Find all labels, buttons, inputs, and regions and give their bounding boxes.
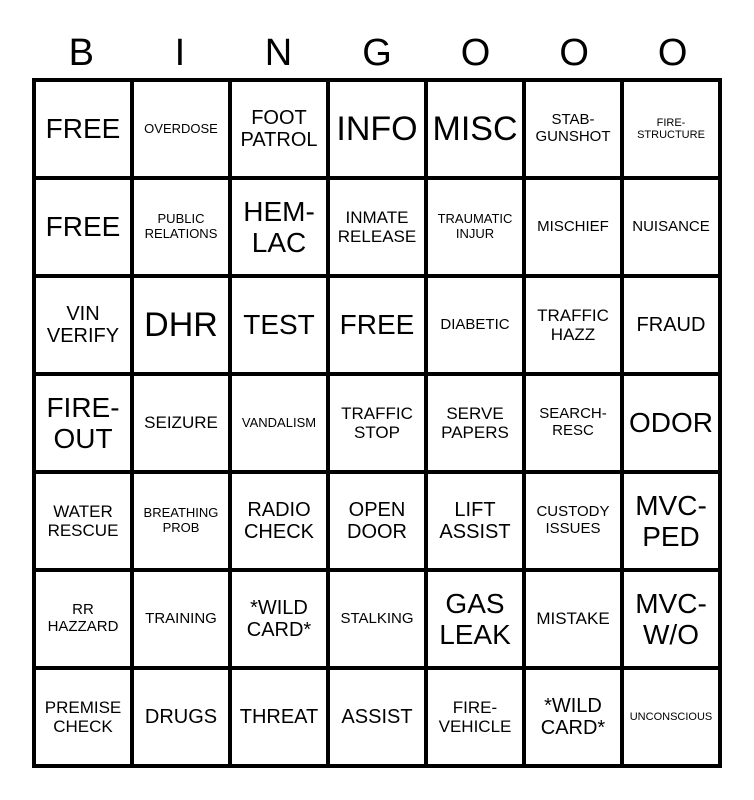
bingo-cell[interactable]: MISTAKE (524, 570, 622, 668)
bingo-cell[interactable]: FOOT PATROL (230, 80, 328, 178)
bingo-cell[interactable]: MISCHIEF (524, 178, 622, 276)
bingo-cell[interactable]: FREE (34, 80, 132, 178)
bingo-cell[interactable]: TEST (230, 276, 328, 374)
bingo-cell[interactable]: NUISANCE (622, 178, 720, 276)
bingo-cell[interactable]: TRAINING (132, 570, 230, 668)
bingo-cell[interactable]: MVC- W/O (622, 570, 720, 668)
bingo-cell[interactable]: BREATHING PROB (132, 472, 230, 570)
bingo-cell[interactable]: VANDALISM (230, 374, 328, 472)
header-letter-b: B (68, 32, 94, 74)
bingo-cell[interactable]: THREAT (230, 668, 328, 766)
bingo-cell[interactable]: TRAFFIC HAZZ (524, 276, 622, 374)
bingo-cell[interactable]: RADIO CHECK (230, 472, 328, 570)
bingo-cell[interactable]: STAB- GUNSHOT (524, 80, 622, 178)
bingo-cell[interactable]: FREE (34, 178, 132, 276)
bingo-cell[interactable]: DIABETIC (426, 276, 524, 374)
bingo-cell[interactable]: FREE (328, 276, 426, 374)
header-letter-i: I (174, 32, 186, 74)
header-letter-o3: O (657, 32, 688, 74)
bingo-cell[interactable]: ASSIST (328, 668, 426, 766)
bingo-cell[interactable]: UNCONSCIOUS (622, 668, 720, 766)
bingo-cell[interactable]: ODOR (622, 374, 720, 472)
bingo-cell[interactable]: WATER RESCUE (34, 472, 132, 570)
bingo-cell[interactable]: LIFT ASSIST (426, 472, 524, 570)
bingo-cell[interactable]: VIN VERIFY (34, 276, 132, 374)
bingo-cell[interactable]: SEIZURE (132, 374, 230, 472)
header-letter-g: G (362, 32, 392, 74)
bingo-cell[interactable]: PUBLIC RELATIONS (132, 178, 230, 276)
bingo-cell[interactable]: RR HAZZARD (34, 570, 132, 668)
bingo-cell[interactable]: DRUGS (132, 668, 230, 766)
bingo-cell[interactable]: OPEN DOOR (328, 472, 426, 570)
bingo-cell[interactable]: SERVE PAPERS (426, 374, 524, 472)
bingo-cell[interactable]: OVERDOSE (132, 80, 230, 178)
bingo-cell[interactable]: MISC (426, 80, 524, 178)
bingo-cell[interactable]: FIRE- OUT (34, 374, 132, 472)
bingo-cell[interactable]: DHR (132, 276, 230, 374)
bingo-cell[interactable]: INFO (328, 80, 426, 178)
bingo-cell[interactable]: FRAUD (622, 276, 720, 374)
bingo-board (32, 78, 722, 768)
bingo-cell[interactable]: *WILD CARD* (524, 668, 622, 766)
bingo-cell[interactable]: TRAFFIC STOP (328, 374, 426, 472)
bingo-cell[interactable]: TRAUMATIC INJUR (426, 178, 524, 276)
bingo-cell[interactable]: HEM- LAC (230, 178, 328, 276)
bingo-cell[interactable]: PREMISE CHECK (34, 668, 132, 766)
bingo-cell[interactable]: MVC- PED (622, 472, 720, 570)
header-letter-o2: O (559, 32, 589, 74)
bingo-cell[interactable]: SEARCH- RESC (524, 374, 622, 472)
bingo-header (32, 28, 722, 78)
bingo-cell[interactable]: CUSTODY ISSUES (524, 472, 622, 570)
bingo-cell[interactable]: FIRE- STRUCTURE (622, 80, 720, 178)
header-letter-n: N (264, 32, 293, 74)
bingo-cell[interactable]: FIRE- VEHICLE (426, 668, 524, 766)
header-letter-o1: O (460, 32, 491, 74)
bingo-cell[interactable]: GAS LEAK (426, 570, 524, 668)
bingo-cell[interactable]: *WILD CARD* (230, 570, 328, 668)
bingo-cell[interactable]: INMATE RELEASE (328, 178, 426, 276)
bingo-cell[interactable]: STALKING (328, 570, 426, 668)
